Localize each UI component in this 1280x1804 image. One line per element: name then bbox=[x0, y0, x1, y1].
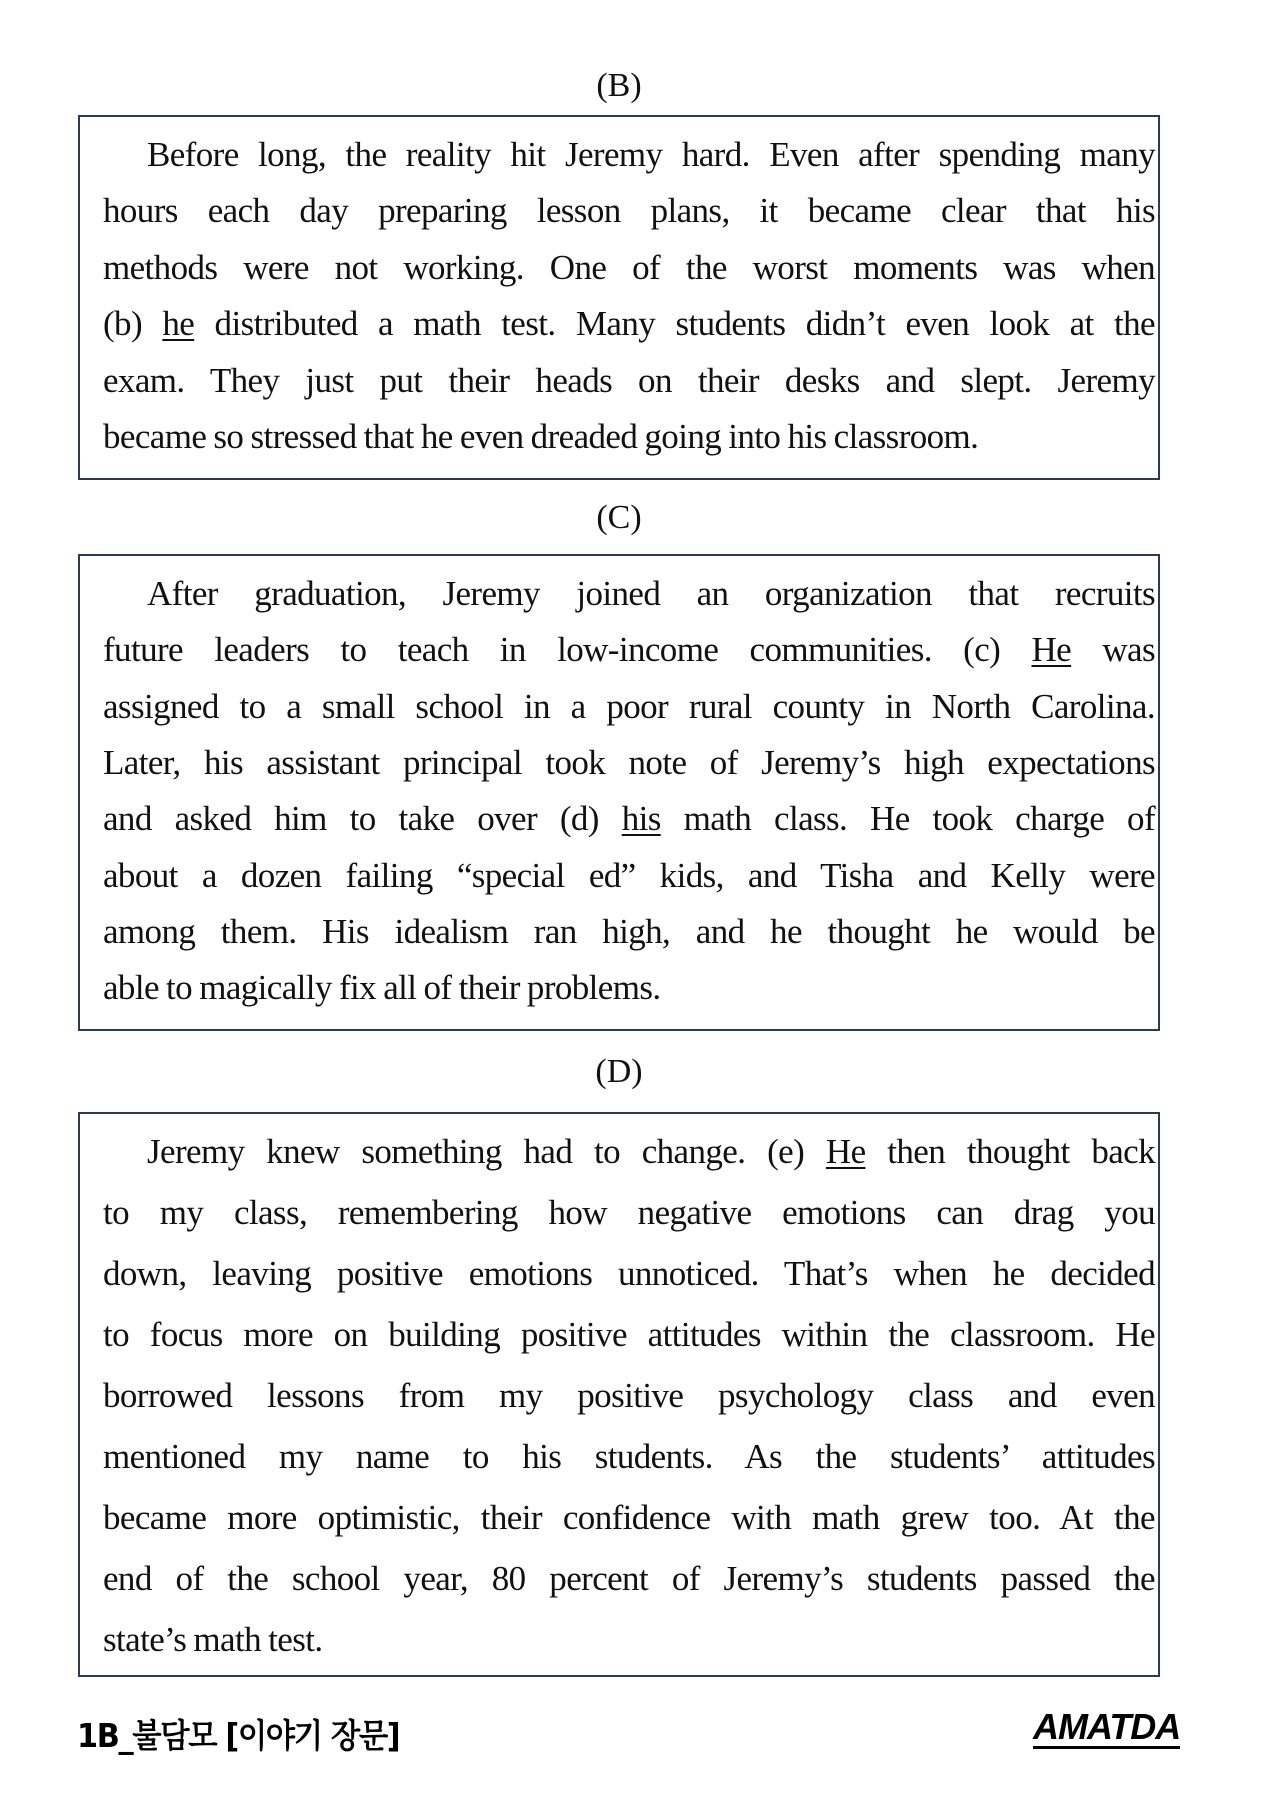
paragraph-line bbox=[103, 135, 1155, 175]
underlined-pronoun: He bbox=[1031, 630, 1072, 670]
text-span: distributed a math test. Many students didn’t even look at the bbox=[194, 304, 1155, 344]
text-span: exam. They just put their heads on their desks and slept. Jeremy bbox=[103, 360, 1155, 400]
paragraph-line bbox=[103, 799, 1155, 839]
paragraph-line bbox=[103, 417, 1155, 457]
paragraph-line bbox=[103, 1559, 1155, 1599]
text-span: then thought back bbox=[865, 1132, 1155, 1171]
text-span: to my class, remembering how negative emotions can drag you bbox=[103, 1193, 1155, 1232]
text-span: became more optimistic, their confidence with math grew too. At the bbox=[103, 1498, 1155, 1537]
section-c-label: (C) bbox=[596, 499, 642, 536]
paragraph-line bbox=[103, 1193, 1155, 1233]
paragraph-line bbox=[103, 1498, 1155, 1538]
paragraph-line bbox=[103, 968, 1155, 1008]
paragraph-line bbox=[103, 1437, 1155, 1477]
text-span: math class. He took charge of bbox=[660, 799, 1155, 839]
text-span: Later, his assistant principal took note of Jeremy’s high expectations bbox=[103, 742, 1155, 782]
text-span: borrowed lessons from my positive psychology class and even bbox=[103, 1376, 1155, 1415]
paragraph-line bbox=[103, 1132, 1155, 1172]
text-span: future leaders to teach in low-income communities. (c) bbox=[103, 630, 1032, 670]
text-span: state’s math test. bbox=[103, 1620, 323, 1659]
paragraph-line bbox=[103, 1620, 1155, 1660]
text-span: Before long, the reality hit Jeremy hard. Even after spending many bbox=[147, 135, 1155, 174]
paragraph-line bbox=[103, 574, 1155, 614]
paragraph-line bbox=[103, 912, 1155, 952]
brand-logo: AMATDA bbox=[1033, 1706, 1181, 1747]
text-span: end of the school year, 80 percent of Jeremy’s students passed the bbox=[103, 1559, 1155, 1598]
paragraph-line bbox=[103, 687, 1155, 727]
footer-title: 1B_불담모 [이야기 장문] bbox=[77, 1716, 400, 1755]
text-span: Jeremy knew something had to change. (e) bbox=[147, 1132, 826, 1171]
paragraph-line bbox=[103, 304, 1155, 344]
paragraph-line bbox=[103, 361, 1155, 401]
text-span: able to magically fix all of their problems. bbox=[103, 968, 661, 1008]
section-d-box bbox=[78, 1112, 1160, 1677]
paragraph-line bbox=[103, 1254, 1155, 1294]
section-b-box bbox=[78, 115, 1160, 480]
text-span: down, leaving positive emotions unnoticed. That’s when he decided bbox=[103, 1254, 1155, 1293]
underlined-pronoun: he bbox=[162, 304, 195, 344]
text-span: assigned to a small school in a poor rural county in North Carolina. bbox=[103, 686, 1155, 726]
section-d-label: (D) bbox=[595, 1053, 643, 1090]
underlined-pronoun: He bbox=[825, 1132, 866, 1171]
text-span: and asked him to take over (d) bbox=[103, 799, 622, 839]
underlined-pronoun: his bbox=[621, 799, 661, 839]
paragraph-line bbox=[103, 856, 1155, 896]
text-span: about a dozen failing “special ed” kids, and Tisha and Kelly were bbox=[103, 855, 1155, 895]
section-b-label: (B) bbox=[596, 67, 642, 104]
text-span: hours each day preparing lesson plans, it became clear that his bbox=[103, 191, 1155, 231]
text-span: mentioned my name to his students. As the students’ attitudes bbox=[103, 1437, 1155, 1476]
paragraph-line bbox=[103, 191, 1155, 231]
text-span: among them. His idealism ran high, and he thought he would be bbox=[103, 911, 1155, 951]
paragraph-line bbox=[103, 1315, 1155, 1355]
paragraph-line bbox=[103, 248, 1155, 288]
text-span: After graduation, Jeremy joined an organization that recruits bbox=[147, 574, 1155, 613]
text-span: methods were not working. One of the worst moments was when bbox=[103, 247, 1155, 287]
text-span: became so stressed that he even dreaded going into his classroom. bbox=[103, 417, 979, 456]
paragraph-line bbox=[103, 1376, 1155, 1416]
section-c-box bbox=[78, 554, 1160, 1031]
text-span: was bbox=[1071, 630, 1156, 670]
text-span: to focus more on building positive attitudes within the classroom. He bbox=[103, 1315, 1155, 1354]
paragraph-line bbox=[103, 743, 1155, 783]
paragraph-line bbox=[103, 630, 1155, 670]
text-span: (b) bbox=[103, 304, 163, 344]
